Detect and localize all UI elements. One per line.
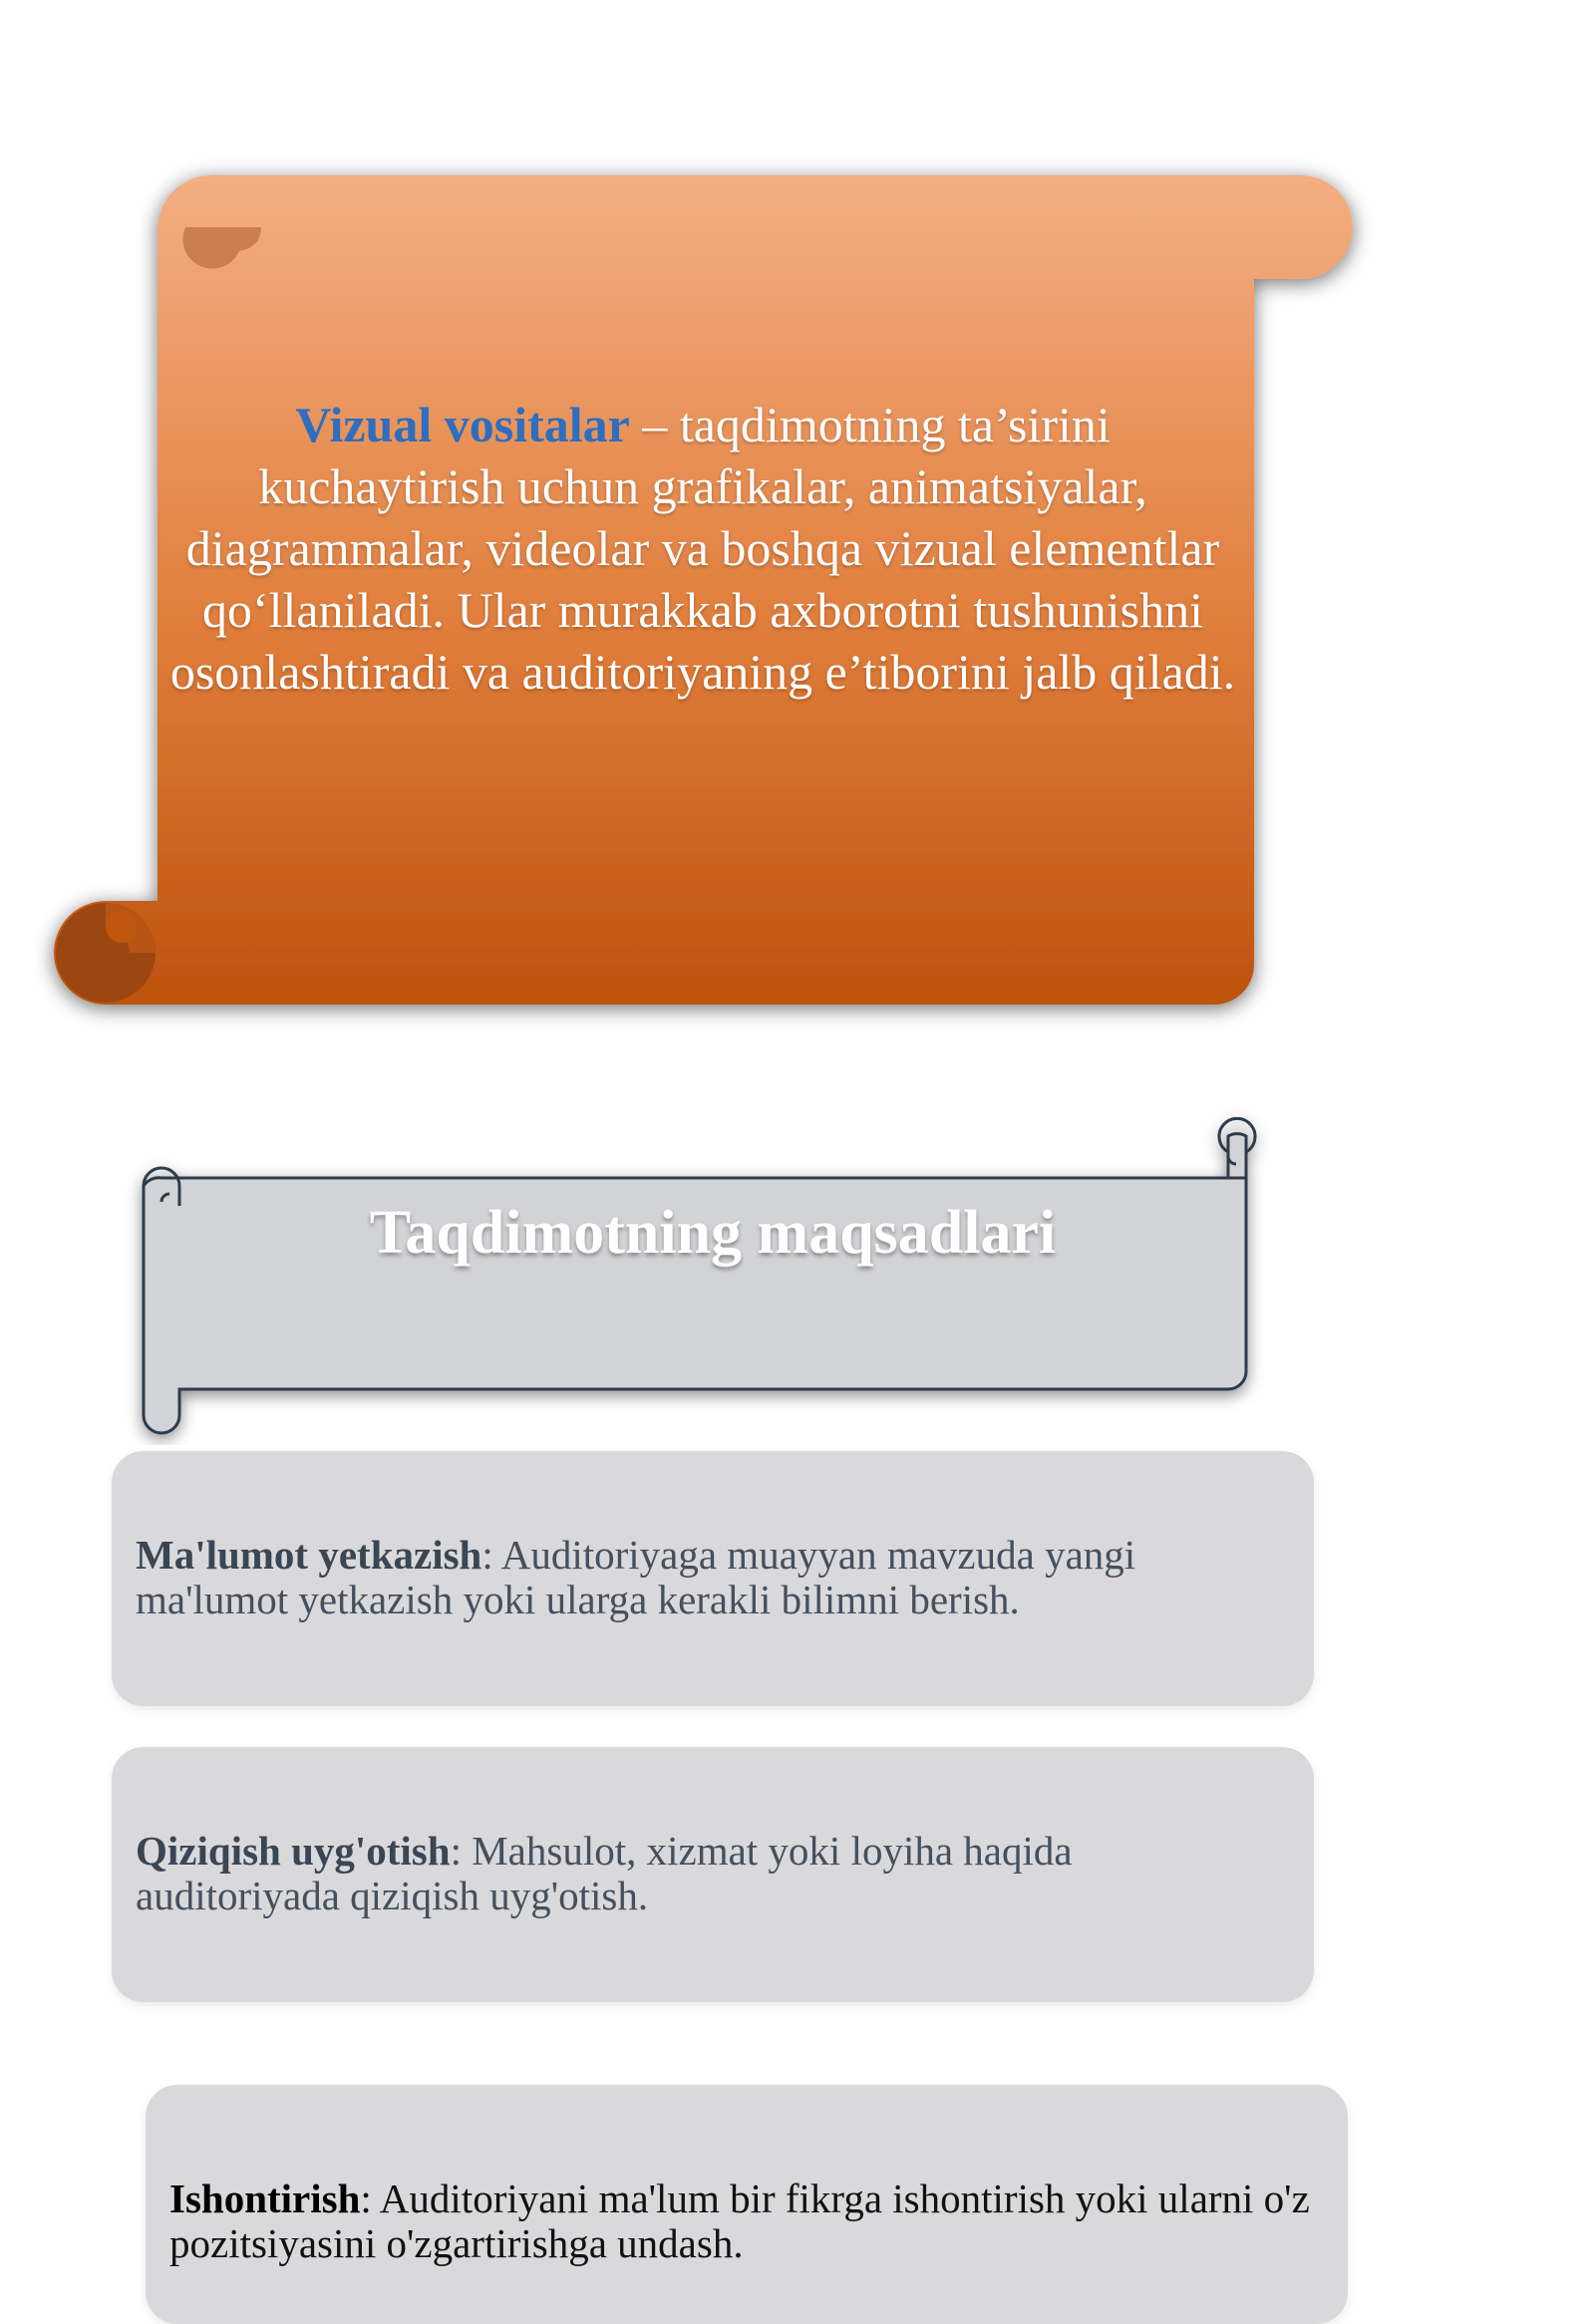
goal-2-desc: : Mahsulot, xizmat yoki loyiha haqida auditoriyada qiziqish uyg'otish. <box>136 1828 1073 1918</box>
intro-paragraph <box>169 394 1236 703</box>
goal-2-term: Qiziqish uyg'otish <box>136 1828 451 1874</box>
goal-1-term: Ma'lumot yetkazish <box>136 1532 482 1578</box>
goal-card-3 <box>146 2085 1348 2324</box>
intro-body: taqdimotning ta’sirini kuchaytirish uchun grafikalar, animatsiyalar, diagrammalar, videolar va boshqa vizual elementlar qo‘llaniladi. Ular murakkab axborotni tushunishni osonlashtiradi va auditoriyaning e’tiborini jalb qiladi. <box>169 397 1236 700</box>
goal-3-text <box>169 2177 1336 2266</box>
goal-card-2 <box>112 1747 1314 2002</box>
section-title: Taqdimotning maqsadlari <box>369 1199 1057 1267</box>
goal-2-text <box>136 1829 1282 1918</box>
goal-3-desc: : Auditoriyani ma'lum bir fikrga ishontirish yoki ularni o'z pozitsiyasini o'zgartirishga undash. <box>169 2176 1310 2266</box>
intro-dash: – <box>629 397 680 452</box>
section-banner <box>0 1106 1595 1445</box>
goal-1-text <box>136 1533 1282 1622</box>
banner-shape <box>0 1106 1595 1445</box>
goal-1-desc: : Auditoriyaga muayyan mavzuda yangi ma'lumot yetkazish yoki ularga kerakli bilimni berish. <box>136 1532 1136 1622</box>
intro-term: Vizual vositalar <box>295 397 630 452</box>
goal-card-1 <box>112 1451 1314 1706</box>
goal-3-term: Ishontirish <box>169 2176 361 2221</box>
intro-scroll <box>0 0 1595 1056</box>
